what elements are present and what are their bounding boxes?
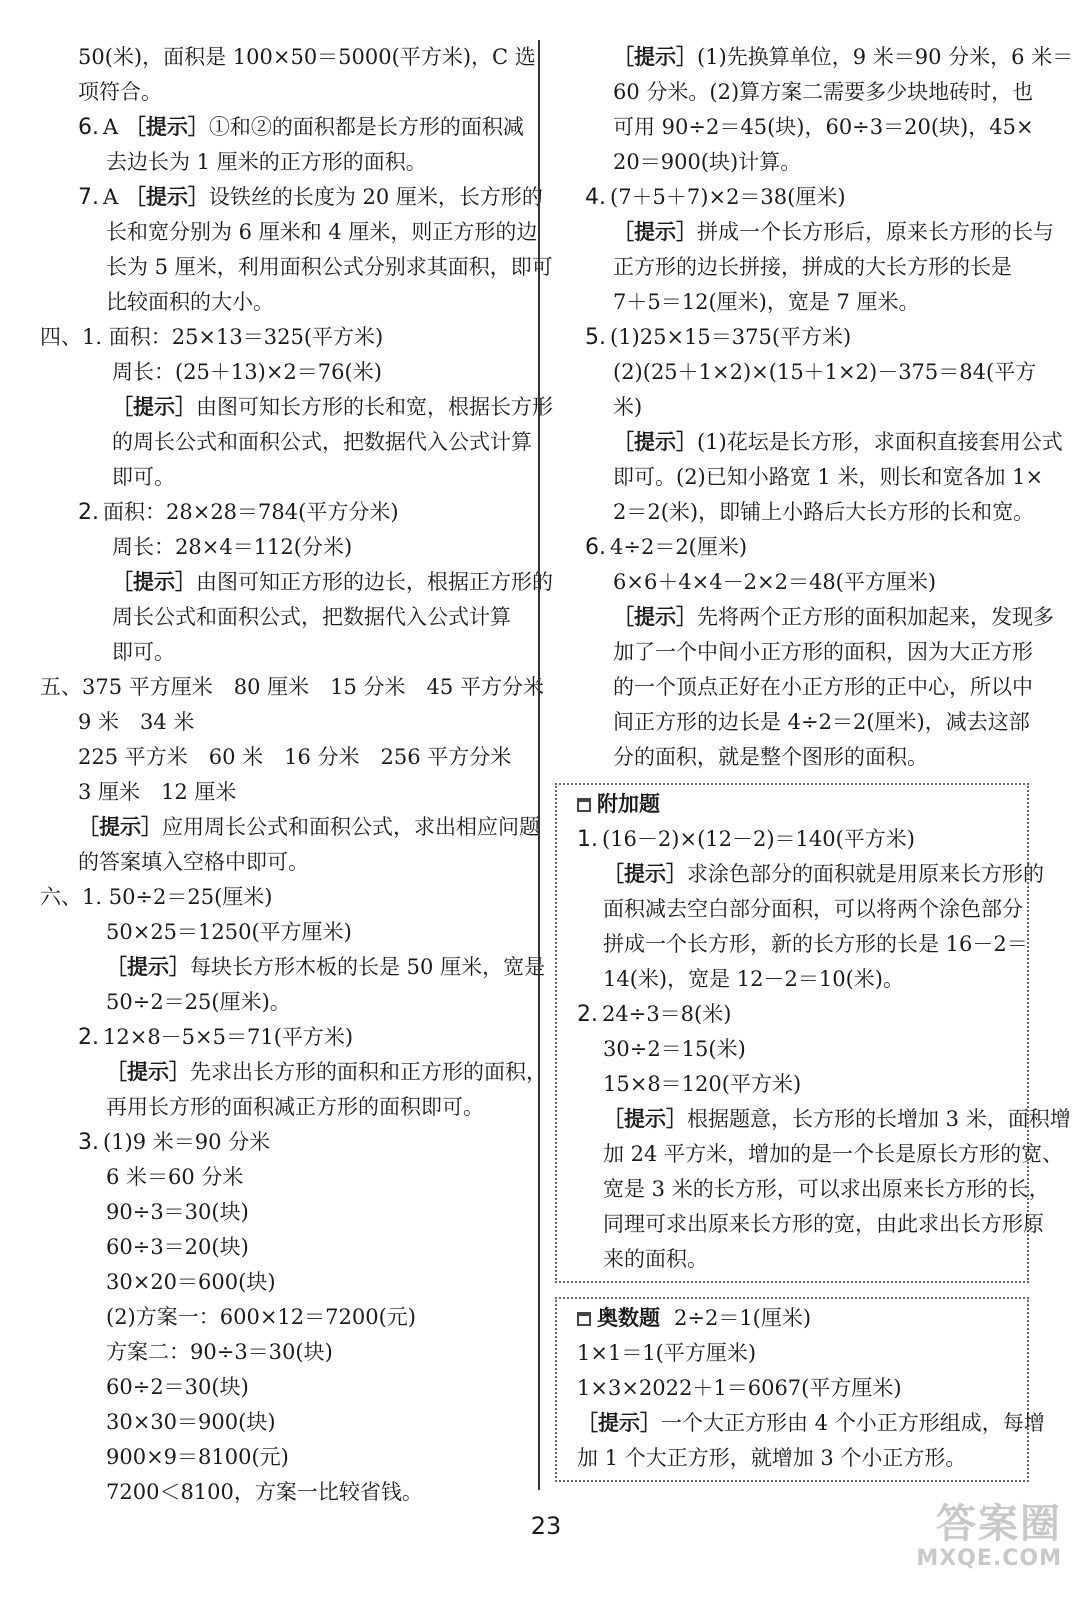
line-text: ［提示］根据题意，长方形的长增加 3 米，面积增: [603, 1107, 1071, 1131]
line-text: 周长公式和面积公式，把数据代入公式计算: [112, 605, 511, 629]
text-line: [40, 425, 530, 460]
line-text: 去边长为 1 厘米的正方形的面积。: [106, 150, 427, 174]
text-line: [575, 40, 1074, 75]
text-line: [40, 845, 530, 880]
item-number: 2.: [78, 500, 99, 525]
hint-label: ［提示］: [613, 430, 697, 454]
text-line: [40, 40, 536, 75]
line-text: 的答案填入空格中即可。: [78, 850, 309, 874]
text-line: [557, 927, 1027, 962]
bonus-answers: [557, 822, 1071, 1277]
text-line: [40, 355, 530, 390]
watermark-text-top: 答案圈: [936, 1501, 1062, 1547]
line-text: 再用长方形的面积减正方形的面积即可。: [106, 1095, 484, 1119]
line-text: 30×30＝900(块): [106, 1410, 276, 1434]
line-text: 正方形的边长拼接，拼成的大长方形的长是: [613, 255, 1012, 279]
text-line: [575, 250, 1053, 285]
right-answers: [575, 40, 1074, 775]
watermark-logo: [872, 1502, 1062, 1582]
line-text: 的一个顶点正好在小正方形的正中心，所以中: [613, 675, 1033, 699]
text-line: [557, 1242, 1027, 1277]
text-line: [557, 1441, 1027, 1476]
line-text: 20＝900(块)计算。: [613, 150, 802, 174]
text-line: [40, 215, 538, 250]
line-text: 加 1 个大正方形，就增加 3 个小正方形。: [577, 1446, 967, 1470]
hint-label: ［提示］: [577, 1411, 661, 1435]
text-line: [40, 1300, 530, 1335]
text-line: [40, 1335, 530, 1370]
text-line: [40, 180, 543, 215]
text-line: [40, 530, 530, 565]
hint-label: ［提示］: [613, 45, 697, 69]
line-text: 项符合。: [78, 80, 162, 104]
line-text: 面积：28×28＝784(平方分米): [103, 500, 399, 524]
line-text: 1×3×2022＋1＝6067(平方厘米): [577, 1376, 902, 1400]
line-text: (2)(25＋1×2)×(15＋1×2)－375＝84(平方: [613, 360, 1037, 384]
text-line: [575, 390, 1053, 425]
line-text: ［提示］(1)先换算单位，9 米＝90 分米，6 米＝: [613, 45, 1074, 69]
text-line: [40, 495, 530, 530]
text-line: [40, 810, 540, 845]
line-text: 米): [613, 395, 643, 419]
line-text: ［提示］一个大正方形由 4 个小正方形组成，每增: [577, 1411, 1045, 1435]
text-line: [40, 670, 544, 705]
olympiad-section-box: [555, 1297, 1045, 1482]
line-text: 14(米)，宽是 12－2＝10(米)。: [603, 967, 904, 991]
text-line: [40, 565, 553, 600]
text-line: [40, 1020, 530, 1055]
text-line: [557, 1172, 1050, 1207]
line-text: 30×20＝600(块): [106, 1270, 276, 1294]
item-number: 2.: [78, 1025, 99, 1050]
hint-label: ［提示］: [603, 1107, 687, 1131]
hint-label: ［提示］: [106, 1060, 190, 1084]
text-line: [557, 892, 1027, 927]
text-line: [40, 600, 530, 635]
line-text: 24÷3＝8(米): [602, 1002, 732, 1026]
text-line: [575, 320, 1053, 355]
text-line: [40, 1230, 530, 1265]
line-text: 面积减去空白部分面积，可以将两个涂色部分: [603, 897, 1023, 921]
line-text: (7＋5＋7)×2＝38(厘米): [610, 185, 846, 209]
line-text: 7200＜8100，方案一比较省钱。: [106, 1480, 423, 1504]
bonus-section-title: 附加题: [557, 787, 1027, 822]
text-line: [40, 1160, 530, 1195]
line-text: 拼成一个长方形，新的长方形的长是 16－2＝: [603, 932, 1028, 956]
hint-label: ［提示］: [106, 955, 190, 979]
line-text: ［提示］求涂色部分的面积就是用原来长方形的: [603, 862, 1044, 886]
text-line: [40, 1440, 530, 1475]
text-line: [40, 1475, 530, 1510]
line-text: 周长：(25＋13)×2＝76(米): [112, 360, 382, 384]
text-line: [40, 1370, 530, 1405]
right-column: [575, 40, 1074, 1482]
text-line: [40, 460, 530, 495]
section-icon: [577, 1312, 591, 1326]
text-line: [40, 1090, 530, 1125]
line-text: 15×8＝120(平方米): [603, 1072, 802, 1096]
text-line: [40, 145, 530, 180]
line-text: 60÷3＝20(块): [106, 1235, 249, 1259]
line-text: 即可。: [112, 465, 175, 489]
line-text: (1)25×15＝375(平方米): [610, 325, 852, 349]
line-text: 加 24 平方米，增加的是一个长是原长方形的宽、: [603, 1142, 1064, 1166]
text-line: [40, 1265, 530, 1300]
text-line: [40, 320, 530, 355]
text-line: [575, 565, 1053, 600]
text-line: [40, 1125, 530, 1160]
text-line: [575, 460, 1053, 495]
watermark-text-bottom: MXQE.COM: [916, 1546, 1062, 1571]
line-text: 50÷2＝25(厘米)。: [106, 990, 291, 1014]
item-number: 5.: [585, 325, 606, 350]
line-text: (16－2)×(12－2)＝140(平方米): [602, 827, 915, 851]
line-text: 60÷2＝30(块): [106, 1375, 249, 1399]
line-text: ［提示］拼成一个长方形后，原来长方形的长与: [613, 220, 1054, 244]
line-text: 同理可求出原来长方形的宽，由此求出长方形原: [603, 1212, 1044, 1236]
line-text: ［提示］每块长方形木板的长是 50 厘米，宽是: [106, 955, 546, 979]
text-line: [557, 1406, 1045, 1441]
bonus-section-box: [555, 783, 1071, 1283]
text-line: [575, 495, 1053, 530]
text-line: [575, 285, 1053, 320]
line-text: 分的面积，就是整个图形的面积。: [613, 745, 928, 769]
line-text: 加了一个中间小正方形的面积，因为大正方形: [613, 640, 1033, 664]
line-text: 6 米＝60 分米: [106, 1165, 244, 1189]
text-line: [557, 822, 1027, 857]
hint-label: ［提示］: [613, 605, 697, 629]
text-line: [40, 985, 530, 1020]
text-line: [557, 1102, 1071, 1137]
left-column: [40, 40, 553, 1510]
text-line: [40, 740, 530, 775]
text-line: [557, 1371, 1027, 1406]
line-text: 900×9＝8100(元): [106, 1445, 289, 1469]
text-line: [40, 285, 530, 320]
line-text: 1×1＝1(平方厘米): [577, 1341, 757, 1365]
line-text: 30÷2＝15(米): [603, 1037, 746, 1061]
text-line: [40, 1055, 547, 1090]
text-line: [575, 670, 1053, 705]
line-text: 方案二：90÷3＝30(块): [106, 1340, 333, 1364]
text-line: [575, 180, 1053, 215]
text-line: [557, 1336, 1027, 1371]
line-text: ［提示］由图可知正方形的边长，根据正方形的: [112, 570, 553, 594]
text-line: [40, 110, 530, 145]
line-text: 周长：28×4＝112(分米): [112, 535, 353, 559]
line-text: 宽是 3 米的长方形，可以求出原来长方形的长，: [603, 1177, 1050, 1201]
line-text: 2＝2(米)，即铺上小路后大长方形的长和宽。: [613, 500, 1035, 524]
text-line: [557, 857, 1044, 892]
item-number: 6.: [78, 115, 99, 140]
line-text: (2)方案一：600×12＝7200(元): [106, 1305, 416, 1329]
item-number: 4.: [585, 185, 606, 210]
text-line: [557, 997, 1027, 1032]
line-text: 来的面积。: [603, 1247, 708, 1271]
text-line: [557, 1032, 1027, 1067]
text-line: [575, 425, 1063, 460]
text-line: [40, 1195, 530, 1230]
line-text: 12×8－5×5＝71(平方米): [103, 1025, 354, 1049]
line-text: 50×25＝1250(平方厘米): [106, 920, 352, 944]
text-line: [575, 705, 1053, 740]
text-line: [575, 600, 1053, 635]
hint-label: ［提示］: [124, 185, 209, 209]
text-line: [575, 110, 1053, 145]
item-number: 7.: [78, 185, 99, 210]
text-line: [575, 215, 1053, 250]
line-text: 50(米)，面积是 100×50＝5000(平方米)，C 选: [78, 45, 536, 69]
item-number: 2.: [577, 1002, 598, 1027]
line-text: 60 分米。(2)算方案二需要多少块地砖时，也: [613, 80, 1034, 104]
line-text: 比较面积的大小。: [106, 290, 274, 314]
item-number: 1.: [577, 827, 598, 852]
line-text: 9 米 34 米: [78, 710, 195, 734]
olympiad-answers: [557, 1336, 1045, 1476]
line-text: 五、375 平方厘米 80 厘米 15 分米 45 平方分米: [40, 675, 544, 699]
page-number: 23: [530, 1512, 562, 1540]
text-line: [575, 75, 1053, 110]
text-line: [40, 705, 530, 740]
olympiad-section-title: 奥数题 2÷2＝1(厘米): [557, 1301, 1027, 1336]
olympiad-first-line: 2÷2＝1(厘米): [674, 1306, 812, 1330]
line-text: 225 平方米 60 米 16 分米 256 平方分米: [78, 745, 512, 769]
text-line: [40, 635, 530, 670]
line-text: ［提示］应用周长公式和面积公式，求出相应问题: [78, 815, 540, 839]
hint-label: ［提示］: [613, 220, 697, 244]
hint-label: ［提示］: [112, 395, 196, 419]
line-text: ［提示］(1)花坛是长方形，求面积直接套用公式: [613, 430, 1063, 454]
text-line: [575, 355, 1053, 390]
line-text: 六、1. 50÷2＝25(厘米): [40, 885, 273, 909]
hint-label: ［提示］: [124, 115, 209, 139]
text-line: [575, 530, 1053, 565]
line-text: 90÷3＝30(块): [106, 1200, 249, 1224]
text-line: [40, 775, 530, 810]
line-text: 7＋5＝12(厘米)，宽是 7 厘米。: [613, 290, 920, 314]
text-line: [40, 250, 553, 285]
hint-label: ［提示］: [112, 570, 196, 594]
line-text: A ［提示］①和②的面积都是长方形的面积减: [103, 115, 524, 139]
line-text: 的周长公式和面积公式，把数据代入公式计算: [112, 430, 532, 454]
item-number: 3.: [78, 1130, 99, 1155]
line-text: A ［提示］设铁丝的长度为 20 厘米，长方形的: [103, 185, 543, 209]
hint-label: ［提示］: [603, 862, 687, 886]
line-text: 即可。: [112, 640, 175, 664]
text-line: [557, 1137, 1064, 1172]
section-icon: [577, 798, 591, 812]
text-line: [575, 740, 1053, 775]
column-divider: [538, 40, 540, 1490]
line-text: 可用 90÷2＝45(块)，60÷3＝20(块)，45×: [613, 115, 1034, 139]
item-number: 6.: [585, 535, 606, 560]
text-line: [40, 75, 530, 110]
line-text: (1)9 米＝90 分米: [103, 1130, 271, 1154]
line-text: ［提示］先求出长方形的面积和正方形的面积，: [106, 1060, 547, 1084]
line-text: ［提示］由图可知长方形的长和宽，根据长方形: [112, 395, 553, 419]
line-text: 长和宽分别为 6 厘米和 4 厘米，则正方形的边: [106, 220, 538, 244]
text-line: [40, 390, 553, 425]
text-line: [557, 1067, 1027, 1102]
line-text: 6×6＋4×4－2×2＝48(平方厘米): [613, 570, 937, 594]
hint-label: ［提示］: [78, 815, 162, 839]
line-text: 间正方形的边长是 4÷2＝2(厘米)，减去这部: [613, 710, 1030, 734]
text-line: [575, 145, 1053, 180]
line-text: ［提示］先将两个正方形的面积加起来，发现多: [613, 605, 1054, 629]
line-text: 即可。(2)已知小路宽 1 米，则长和宽各加 1×: [613, 465, 1044, 489]
text-line: [557, 962, 1027, 997]
line-text: 4÷2＝2(厘米): [610, 535, 748, 559]
text-line: [40, 950, 546, 985]
line-text: 四、1. 面积：25×13＝325(平方米): [40, 325, 384, 349]
line-text: 3 厘米 12 厘米: [78, 780, 237, 804]
text-line: [40, 915, 530, 950]
text-line: [40, 1405, 530, 1440]
line-text: 长为 5 厘米，利用面积公式分别求其面积，即可: [106, 255, 553, 279]
text-line: [40, 880, 530, 915]
text-line: [557, 1207, 1044, 1242]
text-line: [575, 635, 1053, 670]
